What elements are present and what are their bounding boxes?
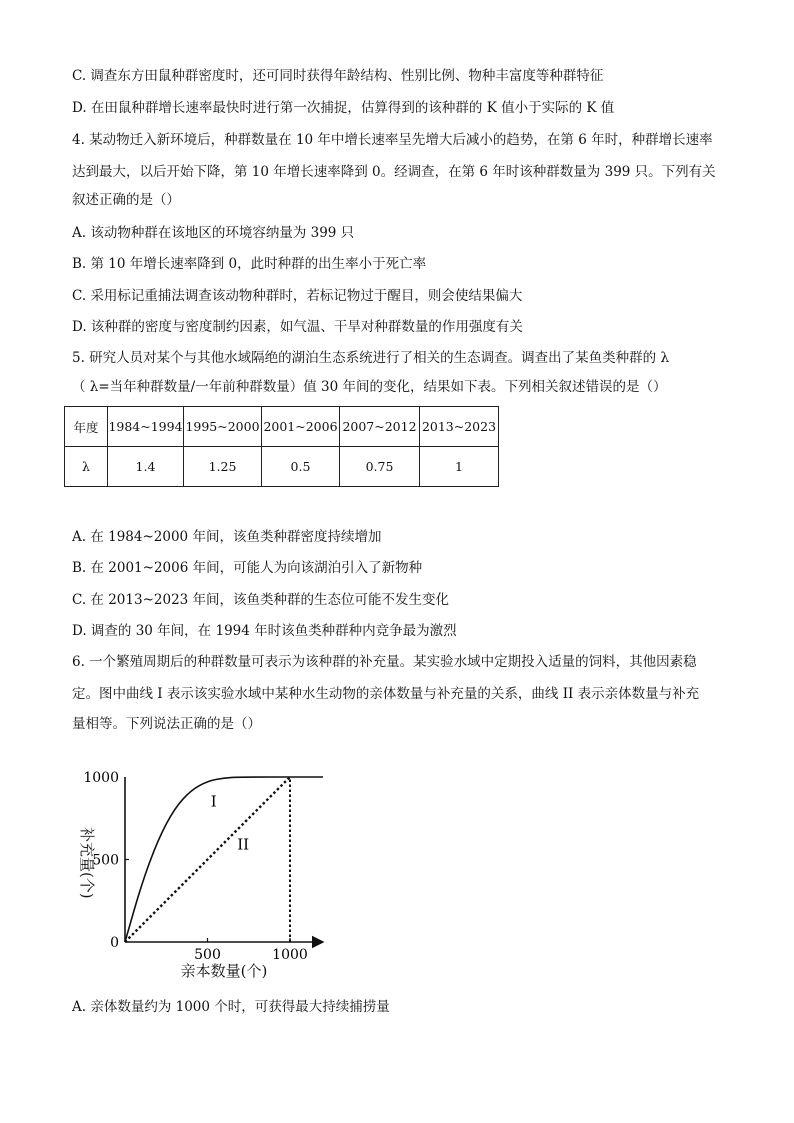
recruitment-graph (70, 755, 340, 985)
table-header-label: 年度 (65, 407, 108, 447)
curve-ii (125, 777, 290, 942)
q5-option-c: C. 在 2013~2023 年间，该鱼类种群的生态位可能不发生变化 (72, 592, 450, 608)
table-cell: 1.25 (184, 447, 262, 487)
table-cell: 0.75 (340, 447, 420, 487)
table-cell: 1984~1994 (108, 407, 184, 447)
q6-stem-line-3: 量相等。下列说法正确的是（） (72, 716, 261, 732)
table-cell: 2001~2006 (262, 407, 340, 447)
table-cell: 2007~2012 (340, 407, 420, 447)
curve-label-i: I (210, 792, 217, 811)
y-axis-label: 补充量(个) (78, 826, 96, 899)
x-tick-label: 1000 (272, 947, 308, 963)
q4-stem-line-3: 叙述正确的是（） (72, 192, 180, 208)
q6-stem-line-1: 6. 一个繁殖周期后的种群数量可表示为该种群的补充量。某实验水域中定期投入适量的饲料，其他因素稳 (72, 654, 697, 670)
q4-option-a: A. 该动物种群在该地区的环境容纳量为 399 只 (72, 225, 355, 241)
q3-option-d: D. 在田鼠种群增长速率最快时进行第一次捕捉，估算得到的该种群的 K 值小于实际的 K 值 (72, 100, 615, 116)
q5-option-b: B. 在 2001~2006 年间，可能人为向该湖泊引入了新物种 (72, 560, 423, 576)
q6-stem-line-2: 定。图中曲线 I 表示该实验水域中某种水生动物的亲体数量与补充量的关系，曲线 II 表示亲体数量与补充 (72, 686, 700, 702)
y-tick-label: 500 (92, 852, 119, 869)
q6-option-a: A. 亲体数量约为 1000 个时，可获得最大持续捕捞量 (72, 999, 390, 1015)
q4-option-d: D. 该种群的密度与密度制约因素，如气温、干旱对种群数量的作用强度有关 (72, 319, 523, 335)
curve-i (125, 777, 323, 942)
q4-stem-line-1: 4. 某动物迁入新环境后，种群数量在 10 年中增长速率呈先增大后减小的趋势，在第 6 年时，种群增长速率 (72, 132, 713, 148)
q5-stem-line-1: 5. 研究人员对某个与其他水域隔绝的湖泊生态系统进行了相关的生态调查。调查出了某鱼类种群的 λ (72, 350, 670, 366)
lambda-table (64, 406, 499, 487)
y-tick-label: 0 (110, 935, 119, 951)
table-cell: 2013~2023 (420, 407, 499, 447)
q5-option-d: D. 调查的 30 年间，在 1994 年时该鱼类种群种内竞争最为激烈 (72, 623, 457, 639)
q4-option-c: C. 采用标记重捕法调查该动物种群时，若标记物过于醒目，则会使结果偏大 (72, 288, 523, 304)
table-row-label: λ (65, 447, 108, 487)
table-row (65, 407, 499, 447)
table-cell: 1995~2000 (184, 407, 262, 447)
x-axis-label: 亲本数量(个) (180, 962, 268, 980)
table-cell: 1 (420, 447, 499, 487)
q5-stem-line-2: （ λ=当年种群数量/一年前种群数量）值 30 年间的变化，结果如下表。下列相关叙述错误的是（） (72, 379, 667, 395)
curve-label-ii: II (237, 835, 250, 854)
y-tick-label: 1000 (83, 770, 119, 786)
table-cell: 1.4 (108, 447, 184, 487)
table-cell: 0.5 (262, 447, 340, 487)
x-tick-label: 500 (194, 947, 221, 963)
q5-option-a: A. 在 1984~2000 年间，该鱼类种群密度持续增加 (72, 529, 382, 545)
q4-stem-line-2: 达到最大，以后开始下降，第 10 年增长速率降到 0。经调查，在第 6 年时该种群数量为 399 只。下列有关 (72, 164, 716, 180)
table-row (65, 447, 499, 487)
q4-option-b: B. 第 10 年增长速率降到 0，此时种群的出生率小于死亡率 (72, 256, 427, 272)
q3-option-c: C. 调查东方田鼠种群密度时，还可同时获得年龄结构、性别比例、物种丰富度等种群特征 (72, 68, 604, 84)
